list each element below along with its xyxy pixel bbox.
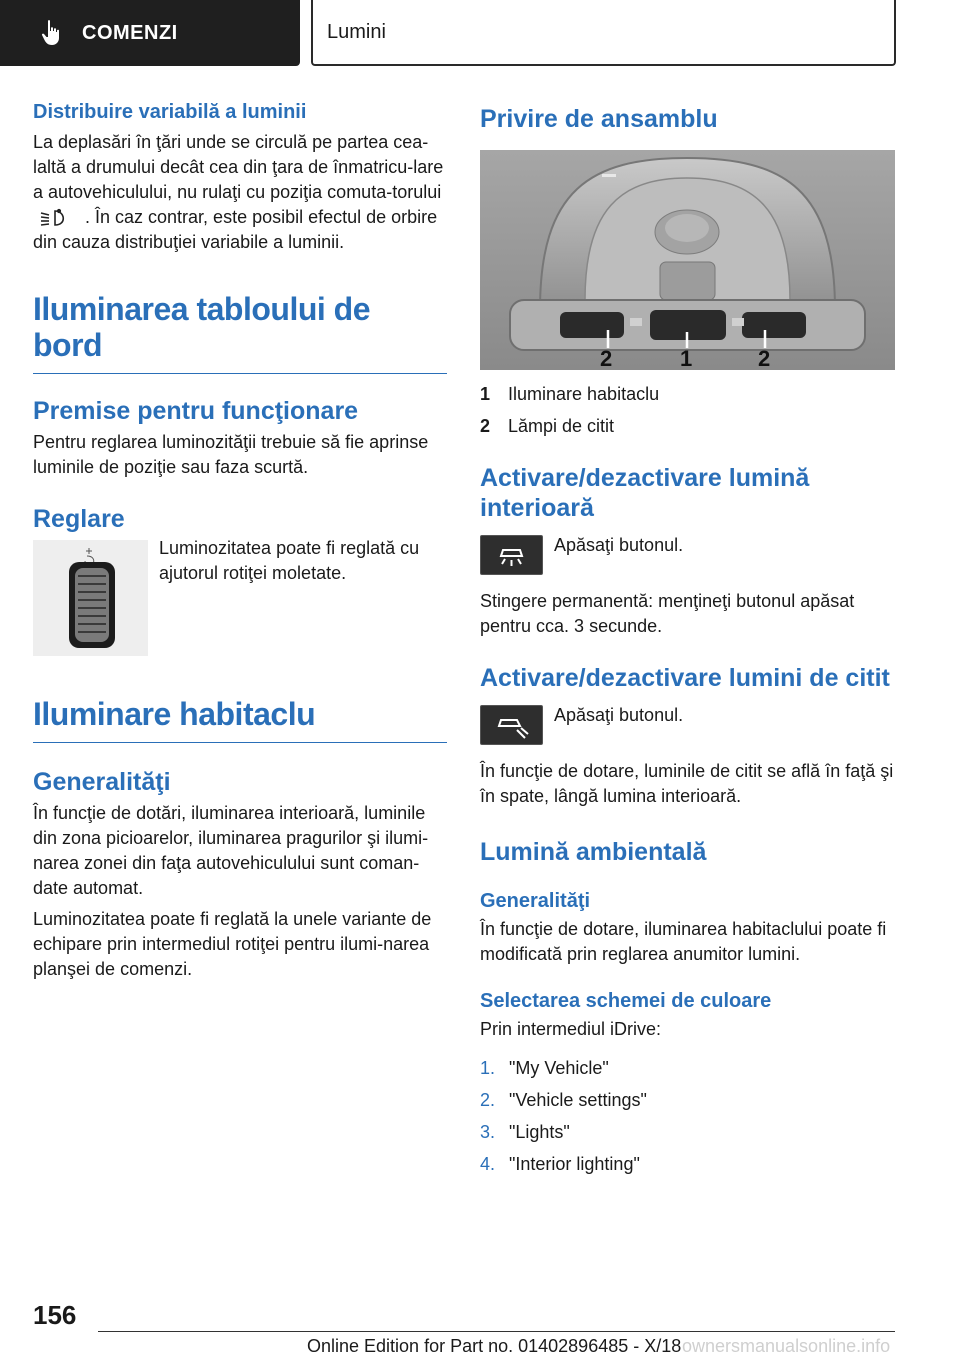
variable-light-text-b: . În caz contrar, este posibil efectul de orbire din cauza distribuţiei variabile a luminii. (33, 207, 438, 252)
step-num: 4. (480, 1154, 496, 1174)
legend-num: 2 (480, 416, 491, 436)
interior-light-heading: Activare/dezactivare lumină interioară (480, 464, 810, 522)
dashboard-heading: Iluminarea tabloului de bord (33, 291, 370, 363)
interior-general-p1: În funcţie de dotări, iluminarea interioară, luminile din zona picioarelor, iluminarea pragurilor şi ilumi-narea zonei din faţa autovehiculului sunt coman-date automat. (33, 803, 429, 898)
step-item (480, 1088, 895, 1113)
pointing-hand-icon (40, 19, 64, 47)
chapter-tab-label: COMENZI (82, 21, 178, 44)
right-column (480, 100, 895, 1184)
interior-light-button-icon (480, 535, 543, 575)
legend-item (480, 414, 895, 439)
dashboard-rule (33, 373, 447, 374)
adjust-heading: Reglare (33, 505, 125, 533)
interior-rule (33, 742, 447, 743)
step-text: "My Vehicle" (509, 1058, 609, 1078)
interior-light-off: Stingere permanentă: menţineţi butonul apăsat pentru cca. 3 secunde. (480, 591, 855, 636)
variable-light-paragraph (33, 130, 447, 255)
ambient-general-text: În funcţie de dotare, iluminarea habitaclului poate fi modificată prin reglarea anumitor lumini. (480, 919, 887, 964)
page-number: 156 (33, 1300, 77, 1330)
step-num: 2. (480, 1090, 496, 1110)
ambient-heading: Lumină ambientală (480, 838, 707, 866)
scheme-heading: Selectarea schemei de culoare (480, 990, 772, 1012)
interior-general-heading: Generalităţi (33, 768, 171, 796)
variable-light-text-a: La deplasări în ţări unde se circulă pe partea cea-laltă a drumului decât cea din ţara de înmatricu-lare a autovehiculului, nu rulaţi cu poziţia comuta-torului (33, 132, 444, 202)
section-tab-label: Lumini (327, 20, 386, 43)
prereq-paragraph: Pentru reglarea luminozităţii trebuie să fie aprinse luminile de poziţie sau faza scurtă. (33, 432, 429, 477)
overview-heading: Privire de ansamblu (480, 105, 718, 133)
step-num: 1. (480, 1058, 496, 1078)
footer-rule (98, 1331, 895, 1332)
photo-label-right: 2 (758, 346, 771, 370)
step-item (480, 1120, 895, 1145)
adjust-row (33, 540, 447, 656)
reading-lights-heading: Activare/dezactivare lumini de citit (480, 664, 890, 692)
thumbwheel-icon (33, 540, 148, 656)
adjust-paragraph: Luminozitatea poate fi reglată cu ajutorul rotiţei moletate. (159, 538, 420, 583)
step-num: 3. (480, 1122, 496, 1142)
page-header (0, 0, 960, 66)
interior-general-p2: Luminozitatea poate fi reglată la unele variante de echipare prin intermediul rotiţei pentru ilumi-narea planşei de comenzi. (33, 909, 432, 979)
legend-item (480, 382, 895, 407)
reading-lights-row (480, 705, 895, 745)
step-text: "Lights" (509, 1122, 570, 1142)
interior-light-press: Apăsaţi butonul. (554, 535, 684, 555)
step-text: "Interior lighting" (509, 1154, 640, 1174)
step-item (480, 1152, 895, 1177)
reading-lights-info: În funcţie de dotare, luminile de citit se află în faţă şi în spate, lângă lumina interioară. (480, 761, 894, 806)
scheme-steps (480, 1056, 895, 1177)
step-item (480, 1056, 895, 1081)
legend-text: Lămpi de citit (508, 416, 615, 436)
chapter-tab[interactable] (0, 0, 300, 66)
legend-text: Iluminare habitaclu (508, 384, 660, 404)
ambient-general-heading: Generalităţi (480, 890, 591, 912)
watermark: ownersmanualsonline.info (682, 1336, 891, 1356)
prereq-heading: Premise pentru funcţionare (33, 397, 359, 425)
interior-heading: Iluminare habitaclu (33, 696, 316, 732)
photo-label-center: 1 (680, 346, 693, 370)
reading-light-button-icon (480, 705, 543, 745)
left-column (33, 100, 447, 982)
step-text: "Vehicle settings" (509, 1090, 647, 1110)
interior-light-row (480, 535, 895, 575)
variable-light-heading: Distribuire variabilă a luminii (33, 101, 307, 123)
overhead-console-photo (480, 150, 895, 370)
section-tab[interactable] (311, 0, 896, 66)
overview-legend (480, 382, 895, 439)
legend-num: 1 (480, 384, 491, 404)
low-beam-icon (39, 207, 79, 229)
reading-lights-press: Apăsaţi butonul. (554, 705, 684, 725)
photo-label-left: 2 (600, 346, 613, 370)
footer-edition: Online Edition for Part no. 01402896485 - X/18 (307, 1336, 682, 1356)
scheme-intro: Prin intermediul iDrive: (480, 1019, 662, 1039)
